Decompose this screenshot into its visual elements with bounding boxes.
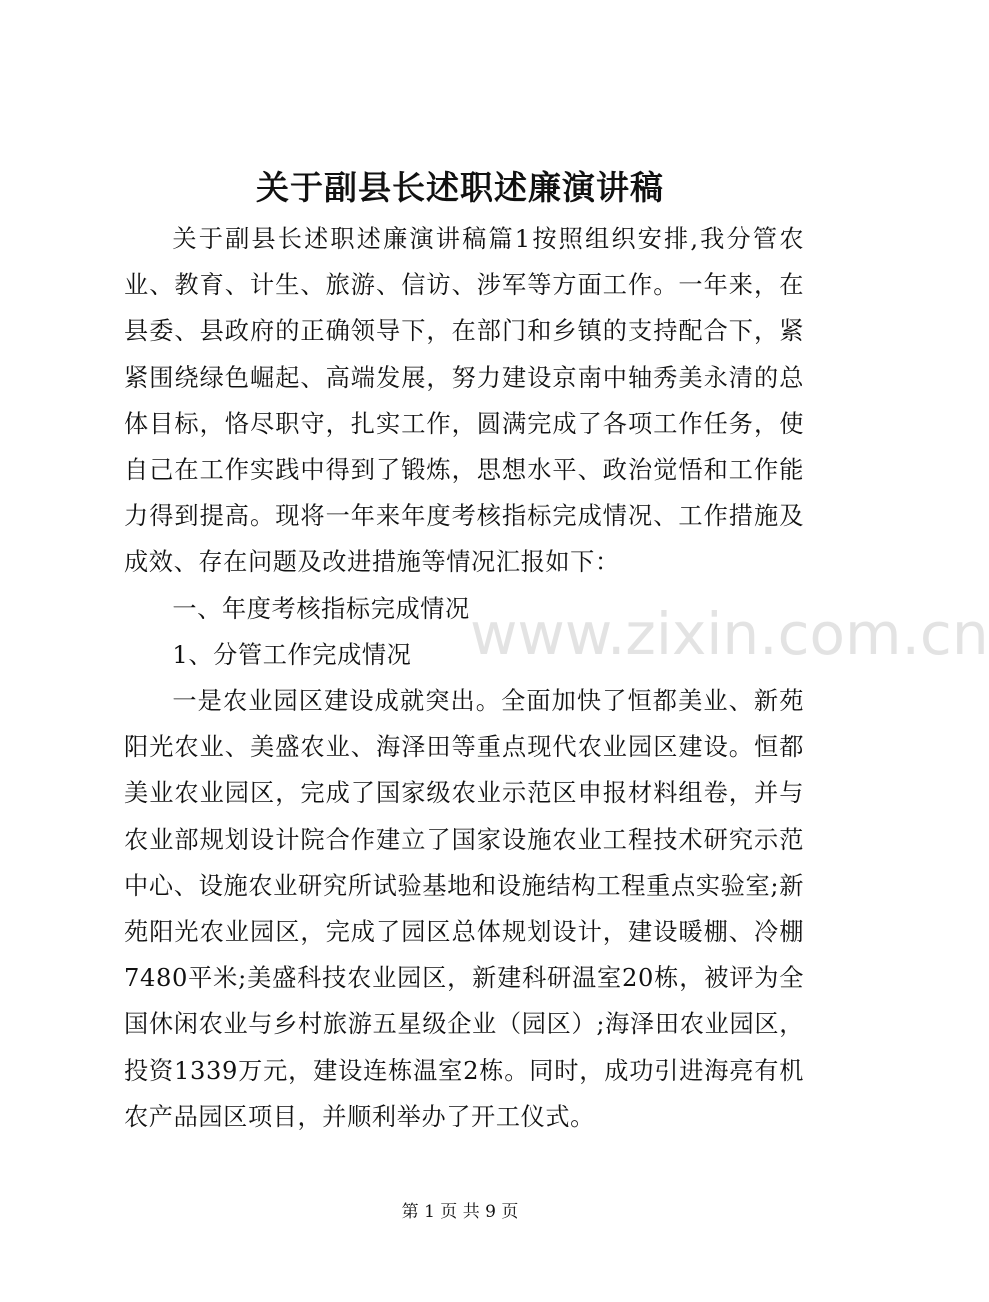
subsection-heading: 1、分管工作完成情况 [172, 640, 412, 669]
document-body [124, 216, 804, 1140]
paragraph-intro: 关于副县长述职述廉演讲稿篇1按照组织安排,我分管农业、教育、计生、旅游、信访、涉军等方面工作。一年来，在县委、县政府的正确领导下，在部门和乡镇的支持配合下，紧紧围绕绿色崛起、高端发展，努力建设京南中轴秀美永清的总体目标，恪尽职守，扎实工作，圆满完成了各项工作任务，使自己在工作实践中得到了锻炼，思想水平、政治觉悟和工作能力得到提高。现将一年来年度考核指标完成情况、工作措施及成效、存在问题及改进措施等情况汇报如下： [124, 225, 804, 577]
watermark: www.zixin.com.cn [470, 600, 989, 668]
page-footer: 第 1 页 共 9 页 [401, 1202, 519, 1222]
document-title: 关于副县长述职述廉演讲稿 [256, 168, 664, 207]
paragraph-agriculture-parks: 一是农业园区建设成就突出。全面加快了恒都美业、新苑阳光农业、美盛农业、海泽田等重点现代农业园区建设。恒都美业农业园区，完成了国家级农业示范区申报材料组卷，并与农业部规划设计院合作建立了国家设施农业工程技术研究示范中心、设施农业研究所试验基地和设施结构工程重点实验室;新苑阳光农业园区，完成了园区总体规划设计，建设暖棚、冷棚7480平米;美盛科技农业园区，新建科研温室20栋，被评为全国休闲农业与乡村旅游五星级企业（园区）;海泽田农业园区，投资1339万元，建设连栋温室2栋。同时，成功引进海亮有机农产品园区项目，并顺利举办了开工仪式。 [124, 687, 804, 1131]
section-heading: 一、年度考核指标完成情况 [172, 594, 470, 623]
